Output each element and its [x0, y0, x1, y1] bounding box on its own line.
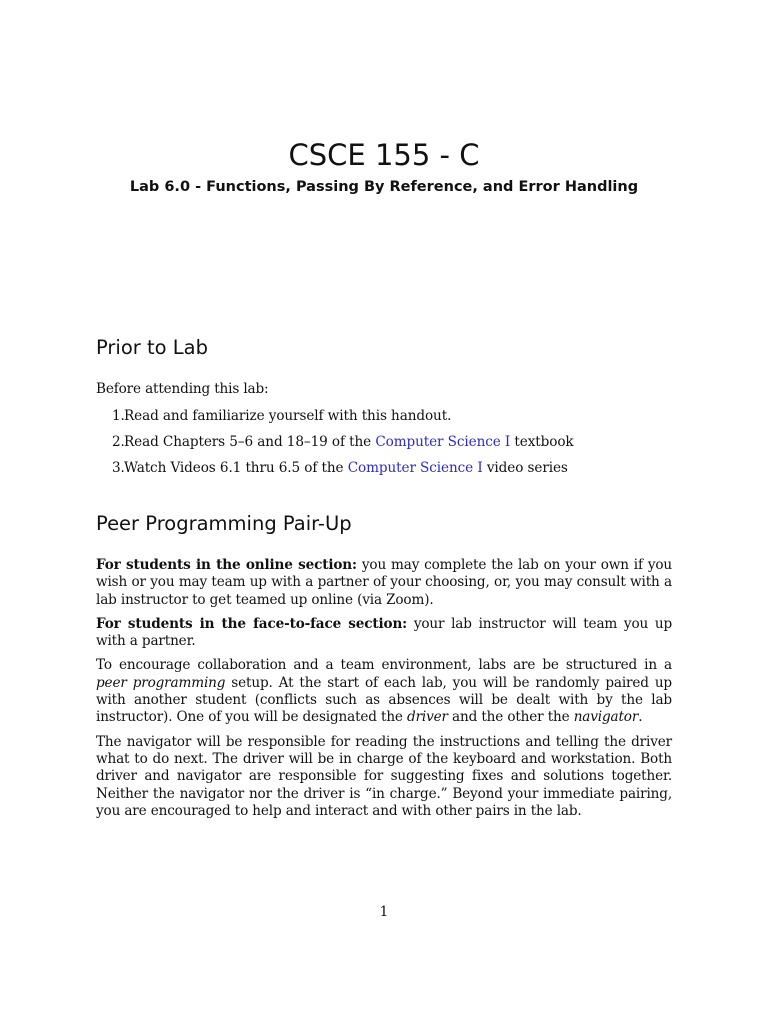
- list-text: Watch Videos 6.1 thru 6.5 of the: [124, 460, 348, 477]
- page-title: CSCE 155 - C: [288, 138, 480, 172]
- list-item: [96, 434, 672, 451]
- list-text: Read Chapters 5–6 and 18–19 of the: [124, 434, 376, 451]
- textbook-link[interactable]: Computer Science I: [375, 434, 511, 451]
- list-text-after: video series: [482, 460, 568, 477]
- prior-section-body: [96, 381, 672, 486]
- paragraph-navigator: The navigator will be responsible for reading the instructions and telling the driver what to do next. The driver will be in charge of the keyboard and workstation. Both driver and navigator are responsible for suggesting fixes and solutions together. Neither the navigator nor the driver is “in charge.” Beyond your immediate pairing, you are encouraged to help and interact and with other pairs in the lab.: [96, 733, 672, 819]
- emphasis-driver: driver: [407, 709, 448, 726]
- section-heading-prior: Prior to Lab: [96, 336, 208, 359]
- collab-text: and the other the: [447, 709, 574, 726]
- paragraph-face-to-face: [96, 616, 672, 651]
- emphasis-navigator: navigator: [573, 709, 639, 726]
- prior-intro: Before attending this lab:: [96, 381, 269, 397]
- page-number: 1: [379, 904, 389, 920]
- list-text-after: textbook: [510, 434, 574, 451]
- list-item: [96, 460, 672, 477]
- section-heading-peer: Peer Programming Pair-Up: [96, 512, 352, 535]
- list-number: 1.: [112, 408, 125, 425]
- prior-list: [96, 408, 672, 477]
- list-number: 2.: [112, 434, 125, 451]
- video-series-link[interactable]: Computer Science I: [347, 460, 483, 477]
- page-subtitle: Lab 6.0 - Functions, Passing By Reference, and Error Handling: [129, 179, 639, 195]
- peer-section-body: [96, 557, 672, 820]
- list-number: 3.: [112, 460, 125, 477]
- f2f-label: For students in the face-to-face section:: [96, 615, 408, 632]
- collab-text: .: [638, 709, 643, 726]
- emphasis-peer-programming: peer programming: [96, 674, 226, 691]
- paragraph-online: [96, 557, 672, 609]
- online-label: For students in the online section:: [96, 557, 357, 573]
- list-text: Read and familiarize yourself with this handout.: [124, 408, 452, 425]
- paragraph-collaboration: [96, 657, 672, 726]
- collab-text: To encourage collaboration and a team environment, labs are be structured in a: [96, 657, 672, 674]
- collab-text: setup. At the start of each lab, you will be randomly paired up with another student (conflicts such as absences will be dealt with by the lab instructor). One of you will be designated the: [96, 674, 672, 726]
- f2f-text: your lab instructor will team you up with a partner.: [96, 615, 673, 650]
- list-item: [96, 408, 672, 425]
- online-text: you may complete the lab on your own if you wish or you may team up with a partner of your choosing, or, you may consult with a lab instructor to get teamed up online (via Zoom).: [96, 557, 672, 608]
